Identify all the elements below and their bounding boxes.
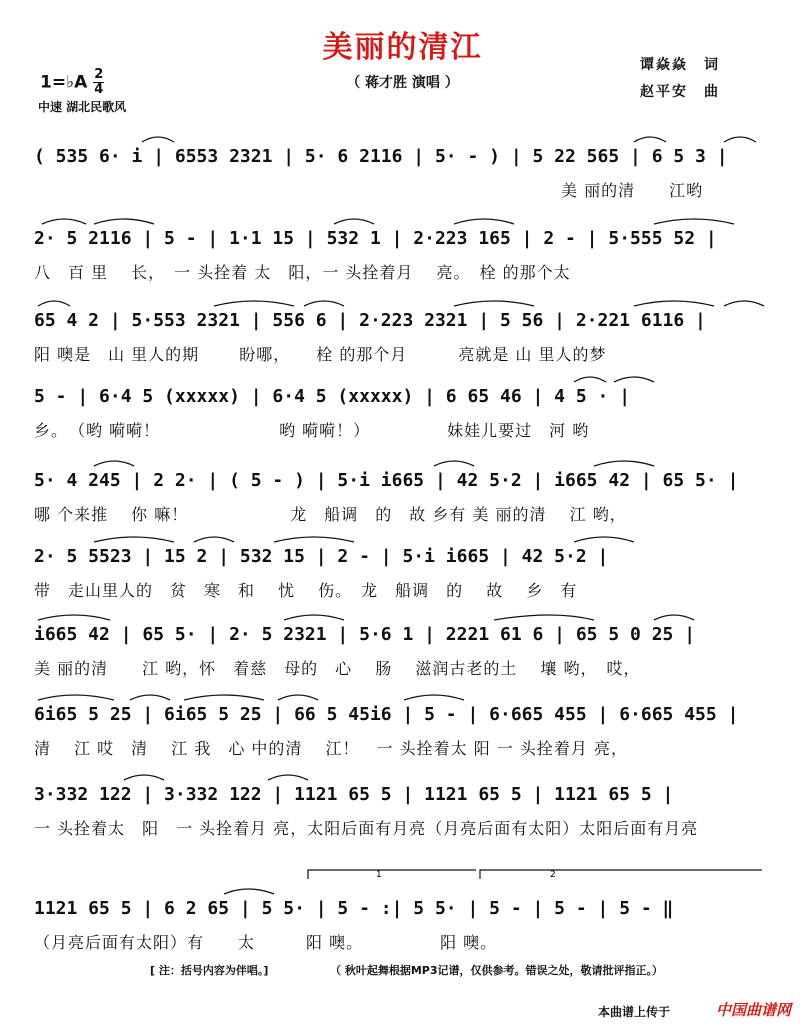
tempo-marking: 中速 湖北民歌风 <box>38 100 127 114</box>
lyrics-line: （月亮后面有太阳）有 太 阳 噢。 阳 噢。 <box>34 933 498 952</box>
lyrics-line: 哪 个来推 你 嘛！ 龙 船调 的 故 乡有 美 丽的清 江 哟， <box>34 505 627 524</box>
notation-line: 6i65 5 25 | 6i65 5 25 | 66 5 45i6 | 5 - | 6·665 455 | 6·665 455 | <box>34 704 739 725</box>
notation-line: 3·332 122 | 3·332 122 | 1121 65 5 | 1121 65 5 | 1121 65 5 | <box>34 784 674 805</box>
credits <box>640 52 720 106</box>
notation-line: ( 535 6· i | 6553 2321 | 5· 6 2116 | 5· - ) | 5 22 565 | 6 5 3 | <box>34 146 728 167</box>
lyrics-line: 带 走山里人的 贫 寒 和 忧 伤。 龙 船调 的 故 乡 有 <box>34 581 578 600</box>
time-numerator: 2 <box>94 67 104 82</box>
key-label: 1=♭A <box>40 72 88 93</box>
song-title: 美丽的清江 <box>322 30 483 65</box>
transcription-note: （ 秋叶起舞根据MP3记谱，仅供参考。错误之处，敬请批评指正。） <box>330 964 663 977</box>
composer-credit: 赵平安 曲 <box>640 84 720 100</box>
upload-label: 本曲谱上传于 <box>598 1005 671 1019</box>
notation-line: 5 - | 6·4 5 (xxxxx) | 6·4 5 (xxxxx) | 6 65 46 | 4 5 · | <box>34 386 631 407</box>
lyrics-line: 美 丽的清 江哟 <box>34 181 704 200</box>
singer-credit: （ 蒋才胜 演唱 ） <box>346 75 459 91</box>
notation-line: 5· 4 245 | 2 2· | ( 5 - ) | 5·i i665 | 42 5·2 | i665 42 | 65 5· | <box>34 470 739 491</box>
notation-line: 2· 5 5523 | 15 2 | 532 15 | 2 - | 5·i i665 | 42 5·2 | <box>34 546 609 567</box>
volta-second-label: 2 <box>550 870 556 880</box>
key-signature <box>40 68 104 97</box>
volta-first-label: 1 <box>376 870 382 880</box>
site-logo[interactable]: 中国曲谱网 <box>716 1001 792 1019</box>
time-denominator: 4 <box>94 82 104 97</box>
notation-line: 2· 5 2116 | 5 - | 1·1 15 | 532 1 | 2·223 165 | 2 - | 5·555 52 | <box>34 228 717 249</box>
lyrics-line: 阳 噢是 山 里人的期 盼哪， 栓 的那个月 亮就是 山 里人的梦 <box>34 345 607 364</box>
lyrics-line: 一 头拴着太 阳 一 头拴着月 亮，太阳后面有月亮（月亮后面有太阳）太阳后面有月亮 <box>34 819 699 838</box>
lyrics-line: 美 丽的清 江 哟，怀 着慈 母的 心 肠 滋润古老的土 壤 哟， 哎， <box>34 659 641 678</box>
notation-line: 1121 65 5 | 6 2 65 | 5 5· | 5 - :| 5 5· | 5 - | 5 - | 5 - ‖ <box>34 898 674 919</box>
lyrics-line: 八 百 里 长， 一 头拴着 太 阳，一 头拴着月 亮。 栓 的那个太 <box>34 263 571 282</box>
lyricist-credit: 谭焱焱 词 <box>640 57 720 73</box>
lyrics-line: 乡。 （哟 嗬嗬！ 哟 嗬嗬！） 妹娃儿要过 河 哟 <box>34 421 590 440</box>
volta-brackets <box>306 866 764 880</box>
notation-line: 65 4 2 | 5·553 2321 | 556 6 | 2·223 2321 | 5 56 | 2·221 6116 | <box>34 310 706 331</box>
time-signature <box>93 68 104 97</box>
lyrics-line: 清 江 哎 清 江 我 心 中的清 江！ 一 头拴着太 阳 一 头拴着月 亮， <box>34 739 628 758</box>
accompaniment-note: [ 注：括号内容为伴唱。] <box>150 964 269 977</box>
notation-line: i665 42 | 65 5· | 2· 5 2321 | 5·6 1 | 2221 61 6 | 65 5 0 25 | <box>34 624 696 645</box>
